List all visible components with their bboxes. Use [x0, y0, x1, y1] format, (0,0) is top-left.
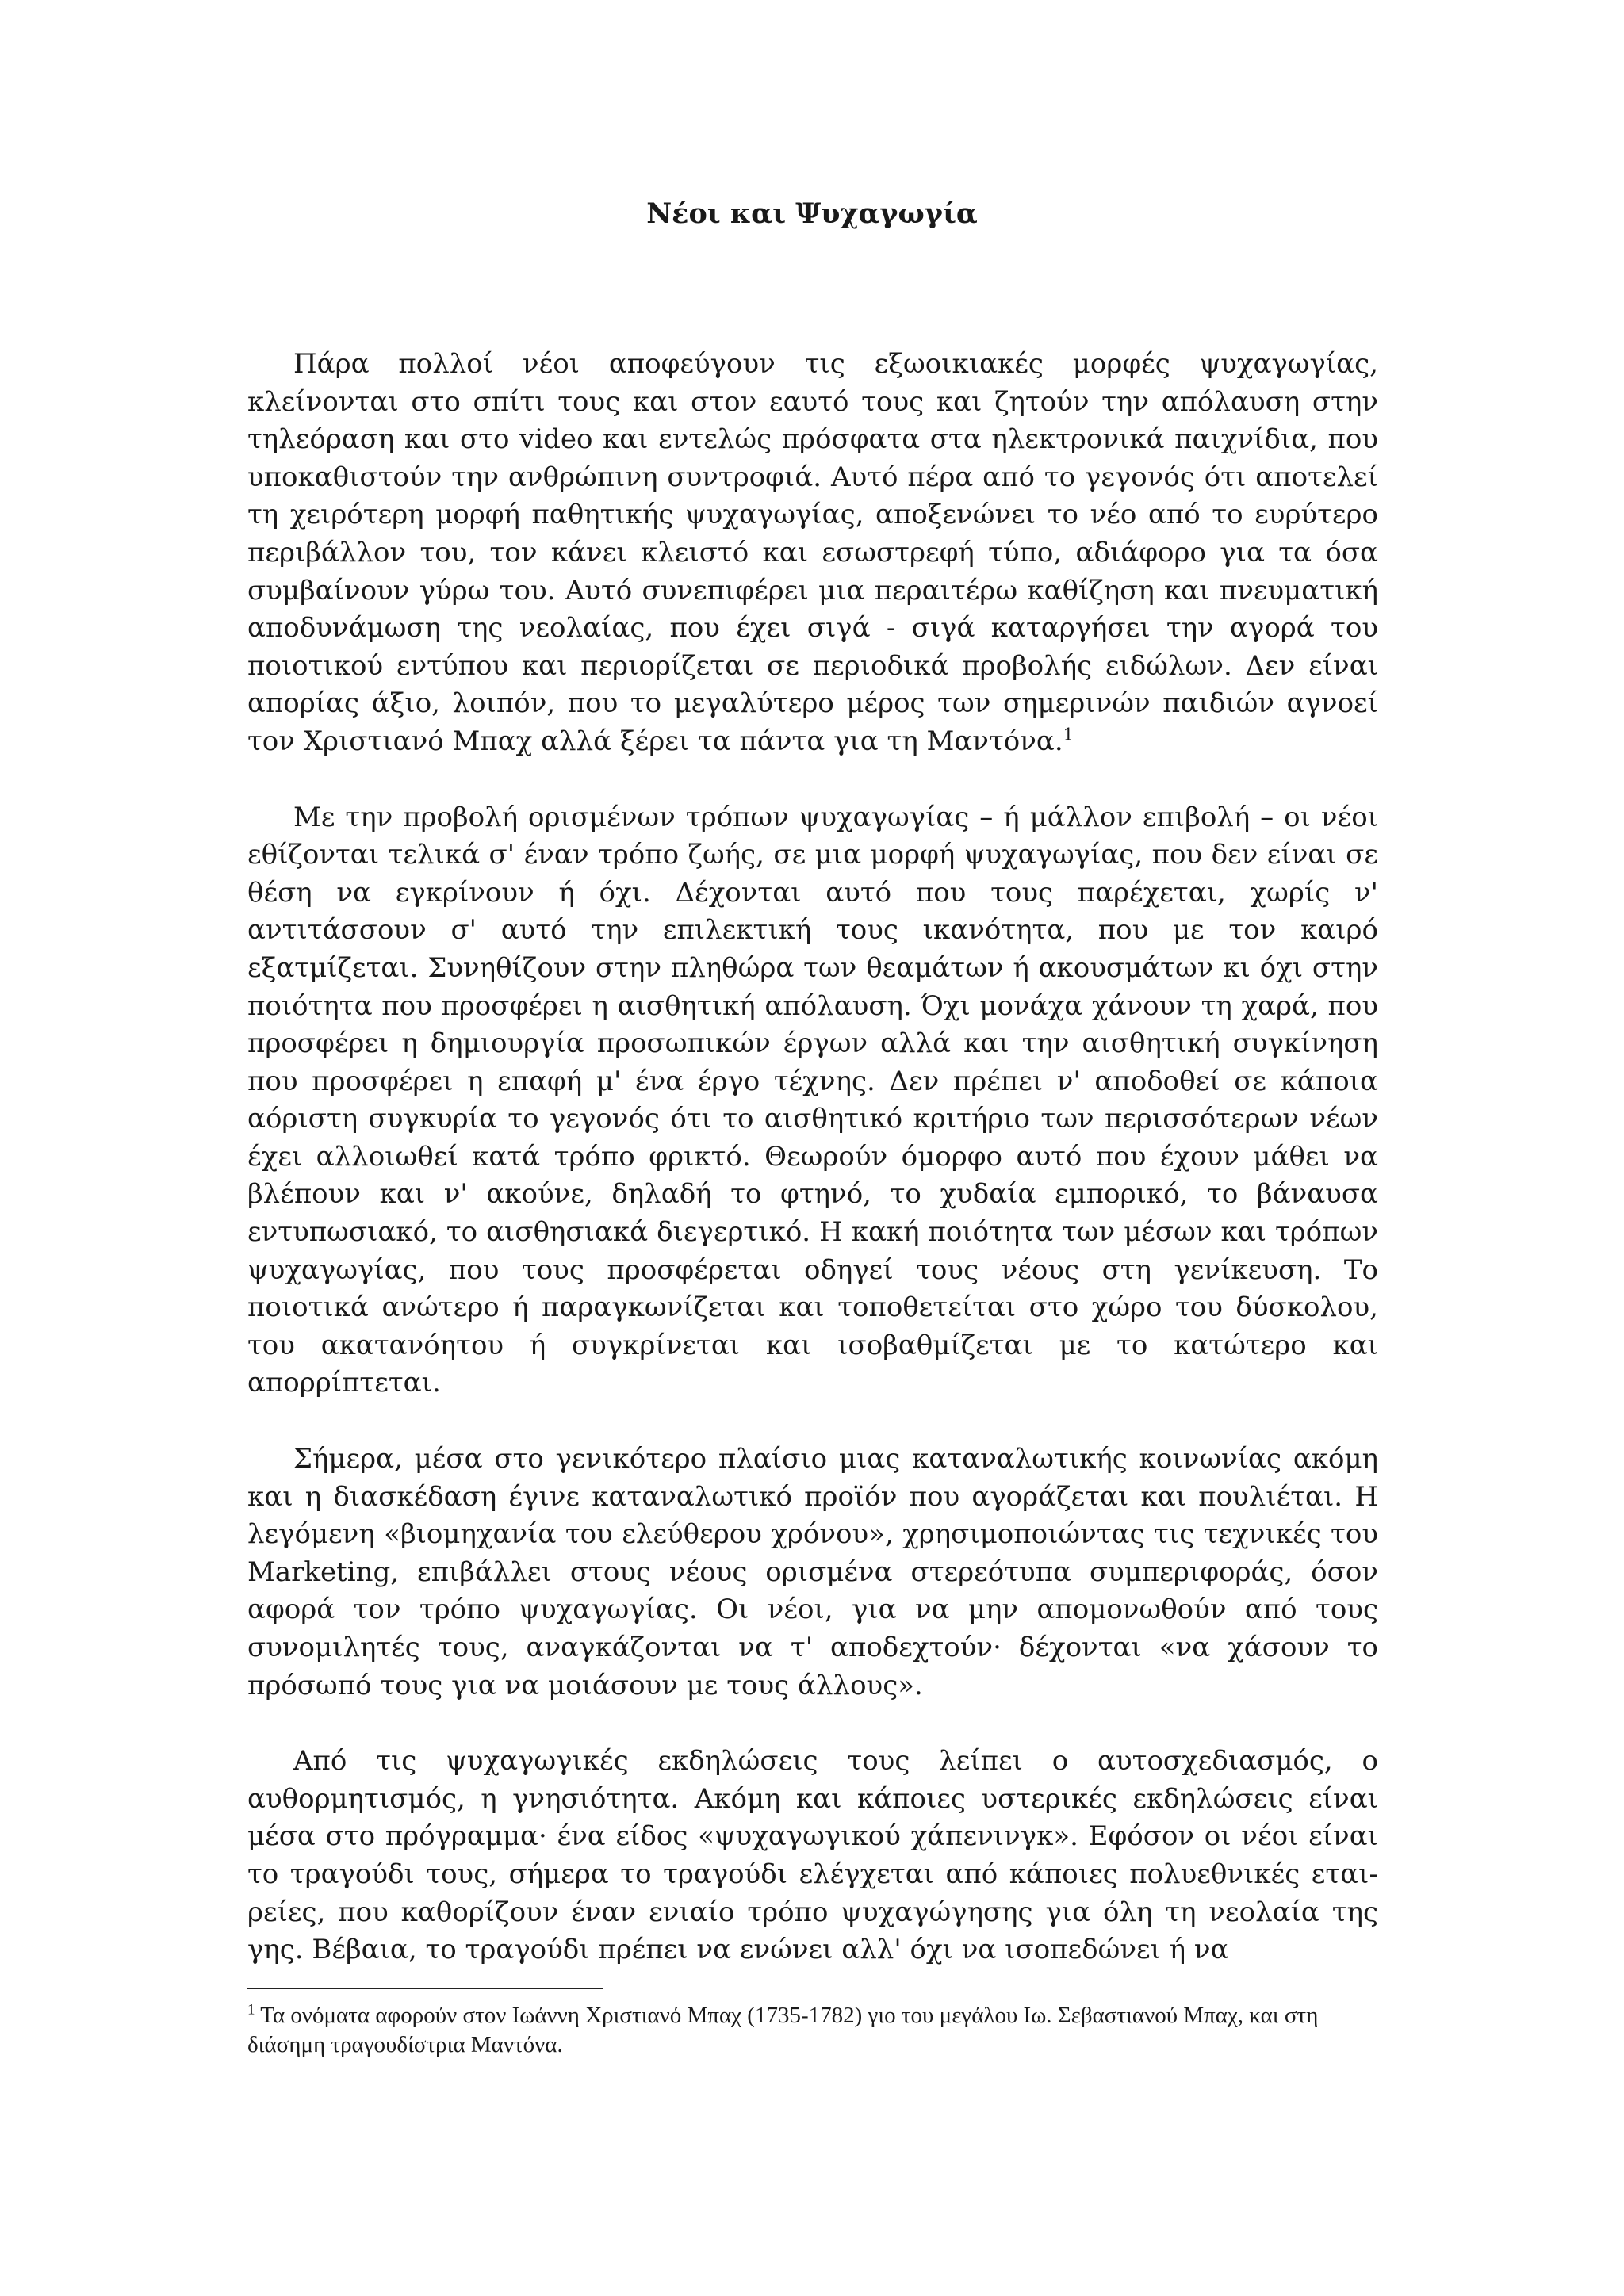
paragraph-2: Με την προβολή ορισμένων τρόπων ψυχαγωγίας – ή μάλλον επιβολή – οι νέοι εθίζονται τελικά σ' έναν τρόπο ζωής, σε μια μορφή ψυχαγωγίας, που δεν είναι σε θέση να εγκρίνουν ή όχι. Δέχονται αυτό που τους παρέχεται, χωρίς ν' αντιτάσσουν σ' αυτό την επιλεκτική τους ικανότητα, που με τον καιρό εξατμίζεται. Συνηθίζουν στην πληθώρα των θεαμάτων ή ακουσμάτων κι όχι στην ποιότητα που προσφέρει η αισθητική απόλαυση. Όχι μονάχα χάνουν τη χαρά, που προσφέρει η δημιουργία προσωπικών έργων αλλά και την αισθητική συγκίνηση που προσφέρει η επαφή μ' ένα έργο τέχνης. Δεν πρέπει ν' αποδοθεί σε κάποια αόριστη συγκυρία το γεγονός ότι το αισθητικό κριτήριο των περισσότερων νέων έχει αλλοιωθεί κατά τρόπο φρικτό. Θεωρούν όμορφο αυτό που έχουν μάθει να βλέπουν και ν' ακούνε, δηλαδή το φτηνό, το χυδαία εμπορικό, το βάναυσα εντυπωσιακό, το αισθησιακά διεγερτικό. Η κακή ποιότητα των μέσων και τρόπων ψυχαγωγίας, που τους προσφέρεται οδηγεί τους νέους στη γενίκευση. Το ποιοτικά ανώτερο ή παραγκωνίζεται και τοποθετείται στο χώρο του δύσκολου, του ακατανόητου ή συγκρίνεται και ισοβαθμίζεται με το κατώτερο και απορρίπτεται. — [247, 801, 1378, 1399]
document-title: Νέοι και Ψυχαγωγία — [646, 197, 978, 230]
footnote-text: Τα ονόματα αφορούν στον Ιωάννη Χριστιανό Μπαχ (1735-1782) γιο του μεγάλου Ιω. Σεβαστιανού Μπαχ, και στη διάσημη τραγουδίστρια Μαντόνα. — [247, 2003, 1319, 2057]
footnote — [247, 2001, 1378, 2060]
paragraph-4: Από τις ψυχαγωγικές εκδηλώσεις τους λείπει ο αυτοσχεδιασμός, ο αυθορμητισμός, η γνησιότητα. Ακόμη και κάποιες υστερικές εκδηλώσεις είναι μέσα στο πρόγραμμα· ένα είδος «ψυχαγωγικού χάπενινγκ». Εφόσον οι νέοι είναι το τραγούδι τους, σήμερα το τραγούδι ελέγχεται από κάποιες πολυεθνικές εταιρείες, που καθορίζουν έναν ενιαίο τρόπο ψυχαγώγησης για όλη τη νεολαία της γης. Βέβαια, το τραγούδι πρέπει να ενώνει αλλ' όχι να ισοπεδώνει ή να — [247, 1745, 1378, 1966]
paragraph-1-text: Πάρα πολλοί νέοι αποφεύγουν τις εξωοικιακές μορφές ψυχαγωγίας, κλείνονται στο σπίτι τους και στον εαυτό τους και ζητούν την απόλαυση στην τηλεόραση και στο video και εντελώς πρόσφατα στα ηλεκτρονικά παιχνίδια, που υποκαθιστούν την ανθρώπινη συντροφιά. Αυτό πέρα από το γεγονός ότι αποτελεί τη χειρότερη μορφή παθητικής ψυχαγωγίας, αποξενώνει το νέο από το ευρύτερο περιβάλλον του, τον κάνει κλειστό και εσωστρεφή τύπο, αδιάφορο για τα όσα συμβαίνουν γύρω του. Αυτό συνεπιφέρει μια περαιτέρω καθίζηση και πνευματική αποδυνάμωση της νεολαίας, που έχει σιγά - σιγά καταργήσει την αγορά του ποιοτικού εντύπου και περιορίζεται σε περιοδικά προβολής ειδώλων. Δεν είναι απορίας άξιο, λοιπόν, που το μεγαλύτερο μέρος των σημερινών παιδιών αγνοεί τον Χριστιανό Μπαχ αλλά ξέρει τα πάντα για τη Μαντόνα. — [247, 348, 1378, 757]
footnote-separator — [247, 1988, 603, 1989]
footnote-reference: 1 — [1063, 725, 1074, 744]
paragraph-3: Σήμερα, μέσα στο γενικότερο πλαίσιο μιας καταναλωτικής κοινωνίας ακόμη και η διασκέδαση έγινε καταναλωτικό προϊόν που αγοράζεται και πουλιέται. Η λεγόμενη «βιομηχανία του ελεύθερου χρόνου», χρησιμοποιώντας τις τεχνικές του Marketing, επιβάλλει στους νέους ορισμένα στερεότυπα συμπεριφοράς, όσον αφορά τον τρόπο ψυχαγωγίας. Οι νέοι, για να μην απομονωθούν από τους συνομιλητές τους, αναγκάζονται να τ' αποδεχτούν· δέχονται «να χάσουν το πρόσωπό τους για να μοιάσουν με τους άλλους». — [247, 1443, 1378, 1701]
footnote-marker: 1 — [247, 2001, 255, 2019]
paragraph-1 — [247, 346, 1378, 761]
document-body — [247, 346, 1378, 2007]
